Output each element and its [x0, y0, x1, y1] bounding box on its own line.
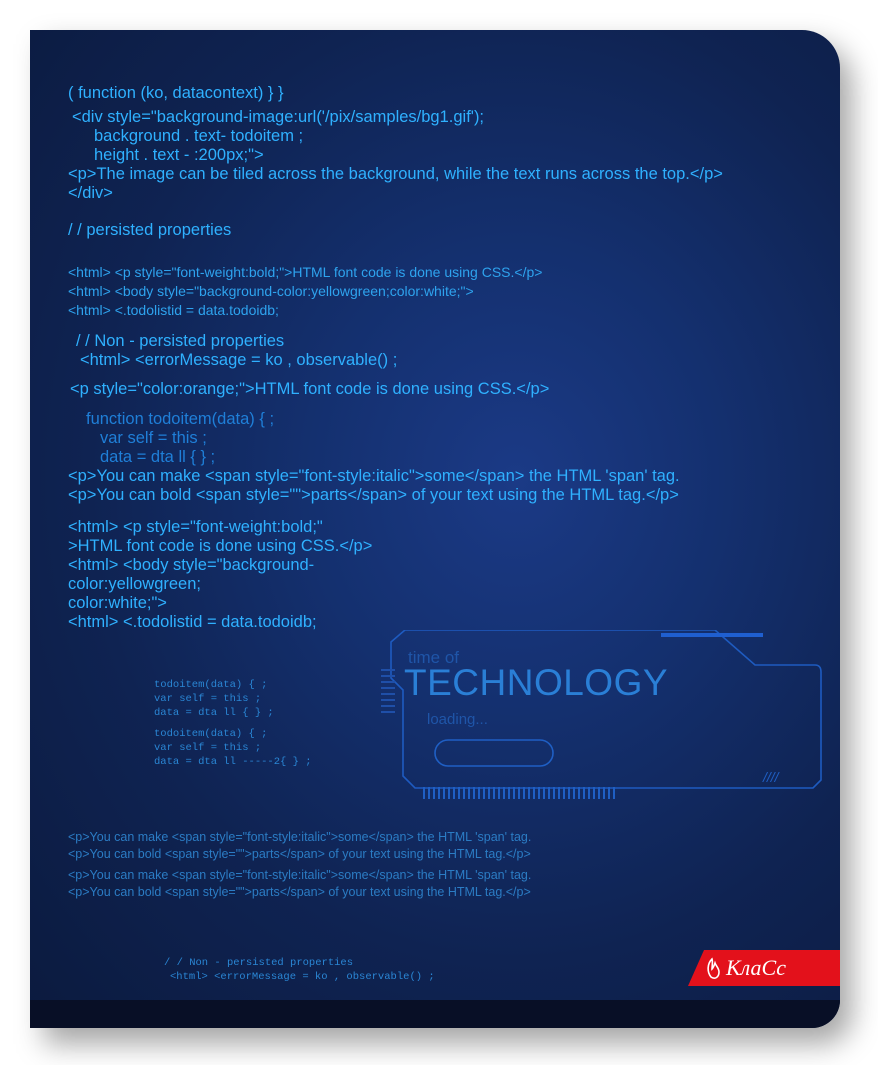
code-line: ( function (ko, datacontext) } }: [68, 84, 284, 102]
code-line: / / Non - persisted properties: [76, 332, 285, 350]
code-line: background . text- todoitem ;: [94, 127, 304, 145]
brand-logo-text: КлаСс: [726, 955, 787, 980]
code-line: </div>: [68, 184, 113, 202]
code-line: <html> <errorMessage = ko , observable() ;: [80, 351, 398, 369]
small-line: <p>You can bold <span style="">parts</span> of your text using the HTML tag.</p>: [68, 885, 531, 899]
mono-line: data = dta ll { } ;: [154, 707, 274, 719]
mono-line: todoitem(data) { ;: [154, 728, 268, 740]
code-line: <html> <p style="font-weight:bold;">HTML font code is done using CSS.</p>: [68, 264, 543, 280]
code-line: <p style="color:orange;">HTML font code is done using CSS.</p>: [70, 380, 550, 398]
code-line: var self = this ;: [100, 429, 207, 447]
code-line: / / persisted properties: [68, 221, 232, 239]
technology-pre-label: time of: [408, 648, 460, 667]
code-line: <html> <p style="font-weight:bold;": [68, 518, 323, 536]
mono-line: data = dta ll -----2{ } ;: [154, 756, 312, 768]
code-line: color:white;">: [68, 594, 167, 612]
code-line: <p>The image can be tiled across the background, while the text runs across the top.</p>: [68, 165, 723, 183]
code-line: function todoitem(data) { ;: [86, 410, 275, 428]
small-line: <p>You can make <span style="font-style:italic">some</span> the HTML 'span' tag.: [68, 868, 532, 882]
code-line: <html> <.todolistid = data.todoidb;: [68, 613, 317, 631]
code-line: <p>You can make <span style="font-style:italic">some</span> the HTML 'span' tag.: [68, 467, 680, 485]
technology-loading-label: loading...: [427, 711, 488, 728]
mono-line: var self = this ;: [154, 693, 262, 705]
code-line: <html> <body style="background-: [68, 556, 315, 574]
mono-line: var self = this ;: [154, 742, 262, 754]
code-line: <html> <body style="background-color:yellowgreen;color:white;">: [68, 283, 474, 299]
small-line: <p>You can make <span style="font-style:italic">some</span> the HTML 'span' tag.: [68, 830, 532, 844]
mono-line: todoitem(data) { ;: [154, 679, 268, 691]
technology-title: TECHNOLOGY: [404, 662, 669, 703]
footer-mono-line: <html> <errorMessage = ko , observable() ;: [170, 971, 435, 983]
footer-mono-line: / / Non - persisted properties: [164, 957, 354, 969]
technology-marks: ////: [763, 769, 779, 785]
small-line: <p>You can bold <span style="">parts</span> of your text using the HTML tag.</p>: [68, 847, 531, 861]
code-line: height . text - :200px;">: [94, 146, 264, 164]
code-line: <p>You can bold <span style="">parts</span> of your text using the HTML tag.</p>: [68, 486, 679, 504]
notebook-cover: [30, 30, 840, 1028]
code-line: data = dta ll { } ;: [100, 448, 216, 466]
code-line: <div style="background-image:url('/pix/samples/bg1.gif');: [72, 108, 485, 126]
code-line: <html> <.todolistid = data.todoidb;: [68, 302, 279, 318]
code-line: >HTML font code is done using CSS.</p>: [68, 537, 373, 555]
code-line: color:yellowgreen;: [68, 575, 201, 593]
bottom-strip: [30, 1000, 840, 1028]
